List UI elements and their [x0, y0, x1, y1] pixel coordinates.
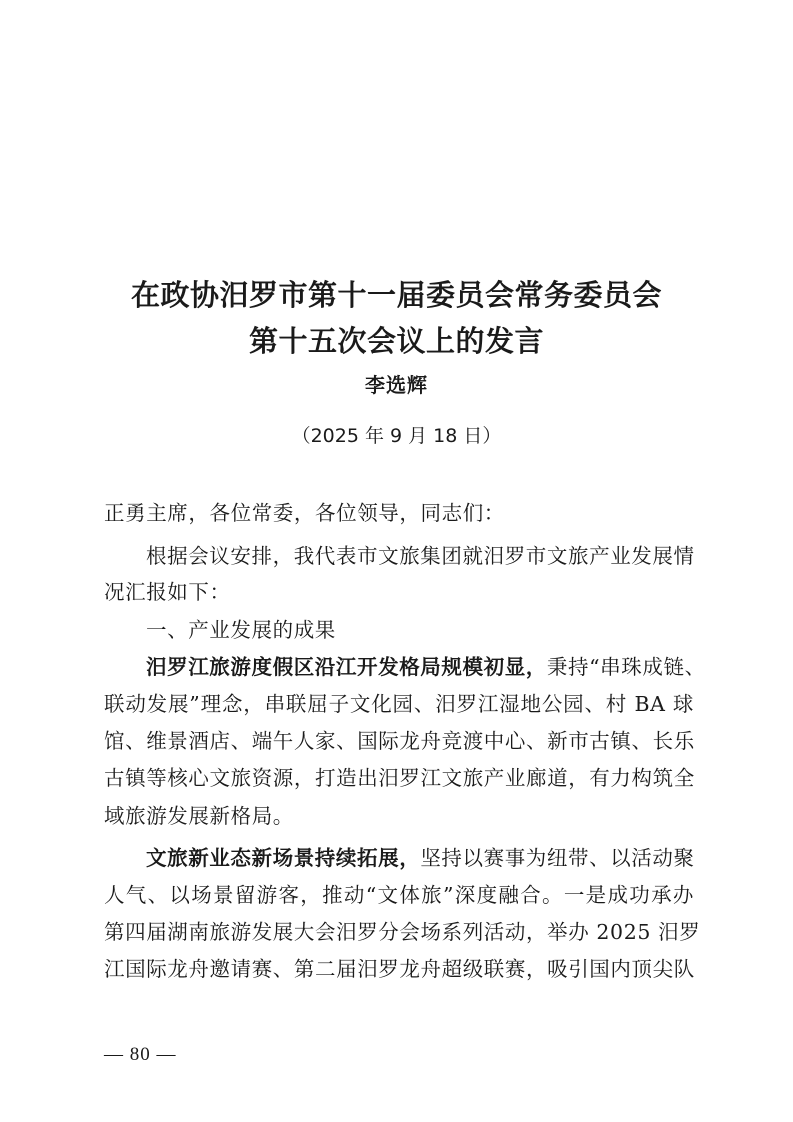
para-1-lead: 汨罗江旅游度假区沿江开发格局规模初显，	[146, 655, 547, 679]
speech-date: （2025 年 9 月 18 日）	[291, 425, 502, 447]
para-1-line-5: 域旅游发展新格局。	[104, 804, 294, 828]
intro-line-1: 根据会议安排，我代表市文旅集团就汨罗市文旅产业发展情	[146, 544, 695, 568]
section-1-heading: 一、产业发展的成果	[146, 618, 336, 642]
salutation: 正勇主席，各位常委，各位领导，同志们：	[104, 501, 505, 525]
author-name: 李选辉	[365, 373, 428, 397]
para-2-line-3: 第四届湖南旅游发展大会汨罗分会场系列活动，举办 2025 汨罗	[104, 920, 701, 944]
para-2-lead: 文旅新业态新场景持续拓展，	[146, 846, 421, 870]
para-2-line-1	[146, 842, 694, 874]
para-1-line-1-rest: 秉持“串珠成链、	[546, 655, 706, 679]
para-1-line-3: 馆、维景酒店、端午人家、国际龙舟竞渡中心、新市古镇、长乐	[104, 729, 695, 753]
para-2-line-4: 江国际龙舟邀请赛、第二届汨罗龙舟超级联赛，吸引国内顶尖队	[104, 957, 695, 981]
para-2-line-2: 人气、以场景留游客，推动“文体旅”深度融合。一是成功承办	[104, 883, 694, 907]
para-1-line-1	[146, 651, 706, 683]
title-line-2: 第十五次会议上的发言	[248, 324, 544, 358]
para-1-line-4: 古镇等核心文旅资源，打造出汨罗江文旅产业廊道，有力构筑全	[104, 766, 695, 790]
intro-line-2: 况汇报如下：	[104, 580, 231, 604]
para-2-line-1-rest: 坚持以赛事为纽带、以活动聚	[420, 846, 695, 870]
para-1-line-2: 联动发展”理念，串联屈子文化园、汨罗江湿地公园、村 BA 球	[104, 692, 694, 716]
title-line-1: 在政协汨罗市第十一届委员会常务委员会	[130, 278, 662, 312]
page-number: — 80 —	[104, 1044, 177, 1065]
